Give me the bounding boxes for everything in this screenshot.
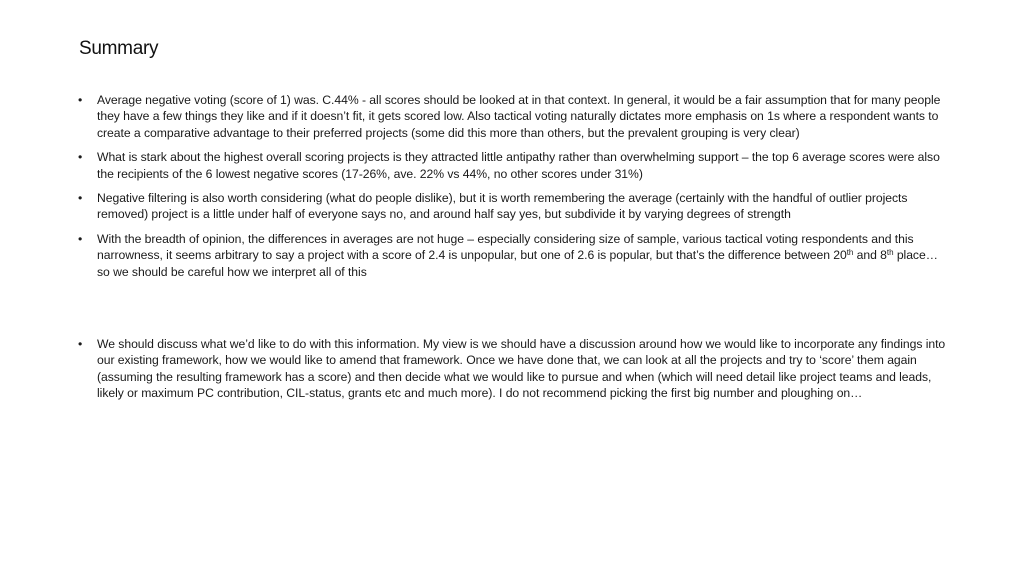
bullet-dot-icon: • xyxy=(78,150,83,165)
bullet-text: Average negative voting (score of 1) was. C.44% - all scores should be looked at in that context. In general, it would be a fair assumption that for many people they have a few things they like and if it doesn’t fit, it gets scored low. Also tactical voting naturally dictates more emphasis on 1s where a respondent wants to create a comparative advantage to their preferred projects (some did this more than others, but the prevalent grouping is very clear) xyxy=(97,93,941,140)
bullet-text: We should discuss what we’d like to do with this information. My view is we should have a discussion around how we would like to incorporate any findings into our existing framework, how we would like to amend that framework. Once we have done that, we can look at all the projects and try to ‘score’ them again (assuming the resulting framework has a score) and then decide what we would like to pursue and when (which will need detail like project teams and leads, likely or maximum PC contribution, CIL-status, grants etc and much more). I do not recommend picking the first big number and ploughing on… xyxy=(97,337,946,401)
bullet-text: Negative filtering is also worth considering (what do people dislike), but it is worth remembering the average (certainly with the handful of outlier projects removed) project is a little under half of everyone says no, and around half say yes, but subdivide it by varying degrees of strength xyxy=(97,191,908,222)
bullet-text: What is stark about the highest overall scoring projects is they attracted little antipathy rather than overwhelming support – the top 6 average scores were also the recipients of the 6 lowest negative scores (17-26%, ave. 22% vs 44%, no other scores under 31%) xyxy=(97,150,940,181)
bullet-list xyxy=(78,92,953,410)
slide-title: Summary xyxy=(79,38,159,59)
bullet-dot-icon: • xyxy=(78,93,83,107)
superscript-th: th xyxy=(886,248,894,258)
bullet-item-discussion xyxy=(78,336,953,402)
bullet-dot-icon: • xyxy=(78,231,83,246)
bullet-item-highest-scoring xyxy=(78,149,953,182)
bullet-dot-icon: • xyxy=(78,191,83,206)
bullet-item-breadth-of-opinion xyxy=(78,231,953,280)
bullet-text xyxy=(97,232,938,279)
bullet-dot-icon: • xyxy=(78,337,83,352)
bullet-text-part2: and 8 xyxy=(853,248,887,263)
bullet-item-negative-filtering xyxy=(78,190,953,223)
bullet-text-part1: With the breadth of opinion, the differences in averages are not huge – especially considering size of sample, various tactical voting respondents and this narrowness, it seems arbitrary to say a project with a score of 2.4 is unpopular, but one of 2.6 is popular, but that’s the difference between 20 xyxy=(97,231,914,263)
bullet-text-part3: place… so we should be careful how we interpret all of this xyxy=(97,248,938,279)
bullet-item-negative-voting xyxy=(78,92,953,141)
superscript-th: th xyxy=(846,248,854,258)
